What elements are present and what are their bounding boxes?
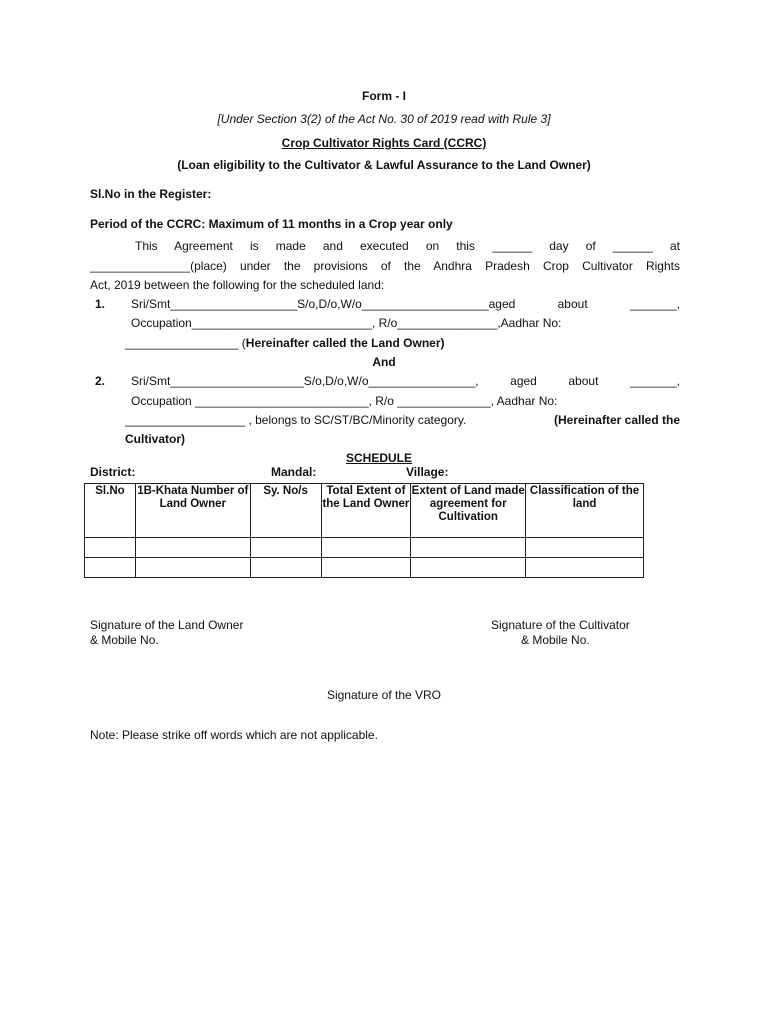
form-subtitle: [Under Section 3(2) of the Act No. 30 of 2019 read with Rule 3] bbox=[217, 112, 551, 126]
party-1-line-3 bbox=[125, 336, 445, 351]
table-cell[interactable] bbox=[526, 558, 644, 578]
col-header-classification: Classification of the land bbox=[526, 484, 644, 538]
mandal-label: Mandal: bbox=[271, 465, 317, 479]
col-header-syno: Sy. No/s bbox=[250, 484, 321, 538]
table-cell[interactable] bbox=[321, 538, 411, 558]
agreement-line-1: This Agreement is made and executed on this ______ day of ______ at bbox=[135, 239, 680, 253]
party-1-line-2: Occupation___________________________, R/o_______________,Aadhar No: bbox=[131, 316, 562, 330]
table-cell[interactable] bbox=[85, 538, 136, 558]
village-label: Village: bbox=[406, 465, 449, 479]
col-header-slno: Sl.No bbox=[85, 484, 136, 538]
table-cell[interactable] bbox=[250, 558, 321, 578]
land-owner-signature-label: Signature of the Land Owner bbox=[90, 618, 244, 632]
table-cell[interactable] bbox=[85, 558, 136, 578]
party-1-number: 1. bbox=[95, 297, 106, 311]
party-1-line-1: Sri/Smt___________________S/o,D/o,W/o___________________aged about _______, bbox=[131, 297, 680, 311]
party-2-number: 2. bbox=[95, 374, 106, 388]
table-header-row bbox=[85, 484, 644, 538]
card-title: Crop Cultivator Rights Card (CCRC) bbox=[281, 136, 487, 150]
schedule-title: SCHEDULE bbox=[346, 451, 413, 465]
table-cell[interactable] bbox=[250, 538, 321, 558]
party-2-line-2: Occupation __________________________, R/o ______________, Aadhar No: bbox=[131, 394, 558, 408]
party-2-line-4: Cultivator) bbox=[125, 432, 185, 446]
table-cell[interactable] bbox=[321, 558, 411, 578]
cultivator-signature-label: Signature of the Cultivator bbox=[491, 618, 630, 632]
table-row bbox=[85, 558, 644, 578]
col-header-khata: 1B-Khata Number of Land Owner bbox=[135, 484, 250, 538]
party-2-line-3 bbox=[125, 413, 680, 428]
col-header-cultivation-extent: Extent of Land made agreement for Cultivation bbox=[411, 484, 526, 538]
table-cell[interactable] bbox=[135, 558, 250, 578]
col-header-total-extent: Total Extent of the Land Owner bbox=[321, 484, 411, 538]
table-cell[interactable] bbox=[135, 538, 250, 558]
district-label: District: bbox=[90, 465, 136, 479]
party-2-designation: (Hereinafter called the bbox=[553, 413, 680, 427]
note-text: Note: Please strike off words which are not applicable. bbox=[90, 728, 378, 742]
and-label: And bbox=[372, 355, 396, 369]
period-label: Period of the CCRC: Maximum of 11 months in a Crop year only bbox=[90, 217, 453, 231]
register-label: Sl.No in the Register: bbox=[90, 187, 212, 201]
party-1-blank: _________________ ( bbox=[125, 336, 246, 350]
agreement-line-2: _______________(place) under the provisions of the Andhra Pradesh Crop Cultivator Rights bbox=[90, 259, 680, 273]
table-cell[interactable] bbox=[526, 538, 644, 558]
table-row bbox=[85, 538, 644, 558]
table-cell[interactable] bbox=[411, 538, 526, 558]
cultivator-mobile-label: & Mobile No. bbox=[521, 633, 590, 647]
party-1-designation: Hereinafter called the Land Owner) bbox=[245, 336, 445, 350]
form-title: Form - I bbox=[362, 89, 406, 103]
land-owner-mobile-label: & Mobile No. bbox=[90, 633, 159, 647]
party-2-category: __________________ , belongs to SC/ST/BC/Minority category. bbox=[125, 413, 467, 427]
table-cell[interactable] bbox=[411, 558, 526, 578]
card-subtitle: (Loan eligibility to the Cultivator & Lawful Assurance to the Land Owner) bbox=[177, 158, 591, 172]
vro-signature-label: Signature of the VRO bbox=[326, 688, 442, 702]
schedule-table bbox=[84, 483, 644, 578]
agreement-line-3: Act, 2019 between the following for the scheduled land: bbox=[90, 278, 385, 292]
party-2-line-1: Sri/Smt____________________S/o,D/o,W/o________________, aged about _______, bbox=[131, 374, 680, 388]
